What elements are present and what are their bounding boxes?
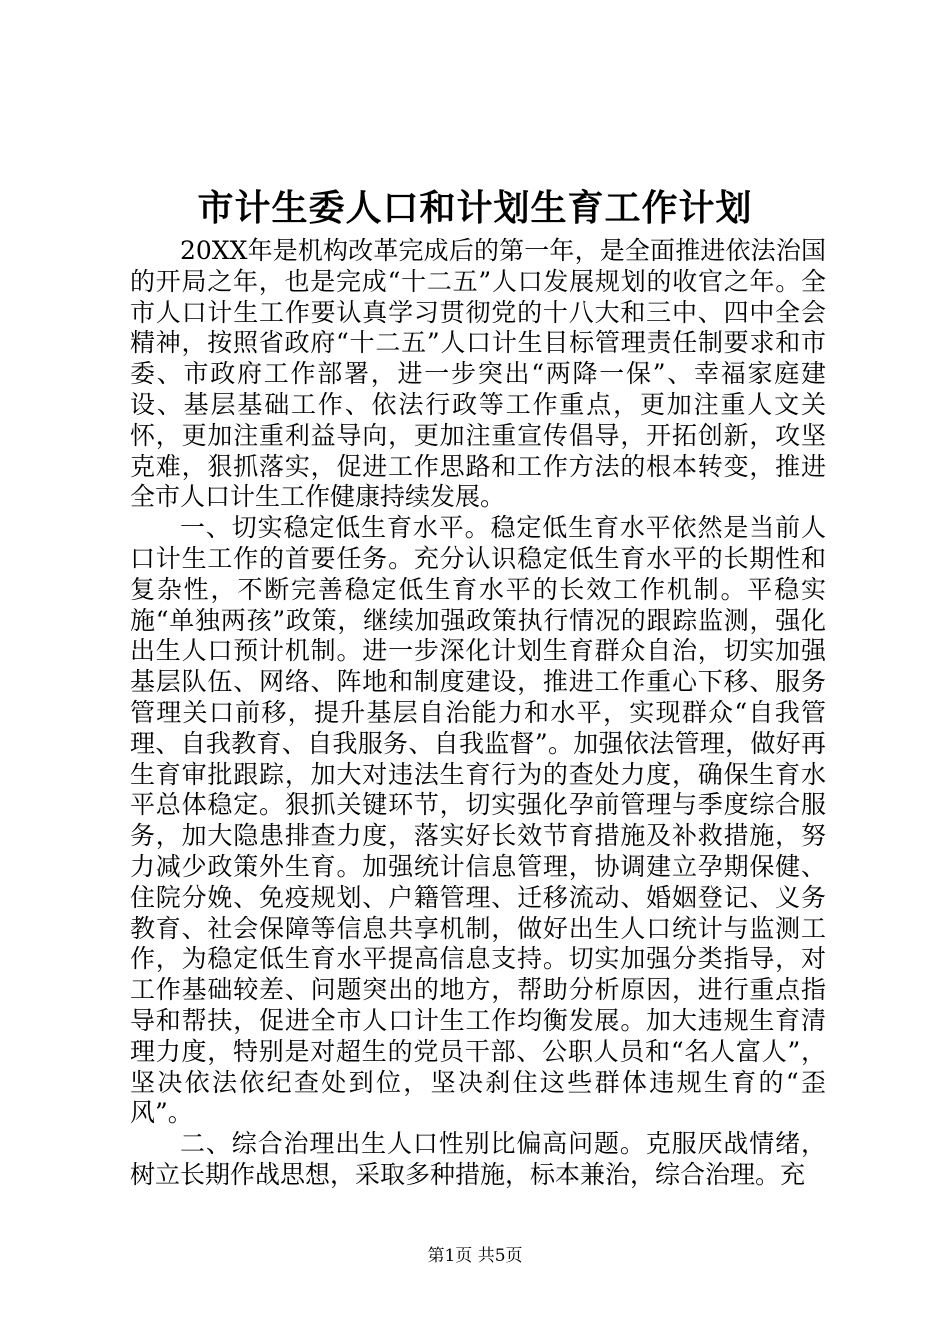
paragraph-intro: 20XX年是机构改革完成后的第一年，是全面推进依法治国的开局之年，也是完成“十二五”人口发展规划的收官之年。全市人口计生工作要认真学习贯彻党的十八大和三中、四中全会精神，按照省政府“十二五”人口计生目标管理责任制要求和市委、市政府工作部署，进一步突出“两降一保”、幸福家庭建设、基层基础工作、依法行政等工作重点，更加注重人文关怀，更加注重利益导向，更加注重宣传倡导，开拓创新，攻坚克难，狠抓落实，促进工作思路和工作方法的根本转变，推进全市人口计生工作健康持续发展。 <box>130 236 826 512</box>
paragraph-section-2: 二、综合治理出生人口性别比偏高问题。克服厌战情绪，树立长期作战思想，采取多种措施，标本兼治，综合治理。充 <box>130 1129 826 1189</box>
page-footer: 第1页 共5页 <box>427 1246 523 1266</box>
document-body <box>130 236 826 1191</box>
document-title: 市计生委人口和计划生育工作计划 <box>197 187 753 229</box>
paragraph-section-1: 一、切实稳定低生育水平。稳定低生育水平依然是当前人口计生工作的首要任务。充分认识稳定低生育水平的长期性和复杂性，不断完善稳定低生育水平的长效工作机制。平稳实施“单独两孩”政策，继续加强政策执行情况的跟踪监测，强化出生人口预计机制。进一步深化计划生育群众自治，切实加强基层队伍、网络、阵地和制度建设，推进工作重心下移、服务管理关口前移，提升基层自治能力和水平，实现群众“自我管理、自我教育、自我服务、自我监督”。加强依法管理，做好再生育审批跟踪，加大对违法生育行为的查处力度，确保生育水平总体稳定。狠抓关键环节，切实强化孕前管理与季度综合服务，加大隐患排查力度，落实好长效节育措施及补救措施，努力减少政策外生育。加强统计信息管理，协调建立孕期保健、住院分娩、免疫规划、户籍管理、迁移流动、婚姻登记、义务教育、社会保障等信息共享机制，做好出生人口统计与监测工作，为稳定低生育水平提高信息支持。切实加强分类指导，对工作基础较差、问题突出的地方，帮助分析原因，进行重点指导和帮扶，促进全市人口计生工作均衡发展。加大违规生育清理力度，特别是对超生的党员干部、公职人员和“名人富人”，坚决依法依纪查处到位，坚决刹住这些群体违规生育的“歪风”。 <box>130 513 826 1128</box>
